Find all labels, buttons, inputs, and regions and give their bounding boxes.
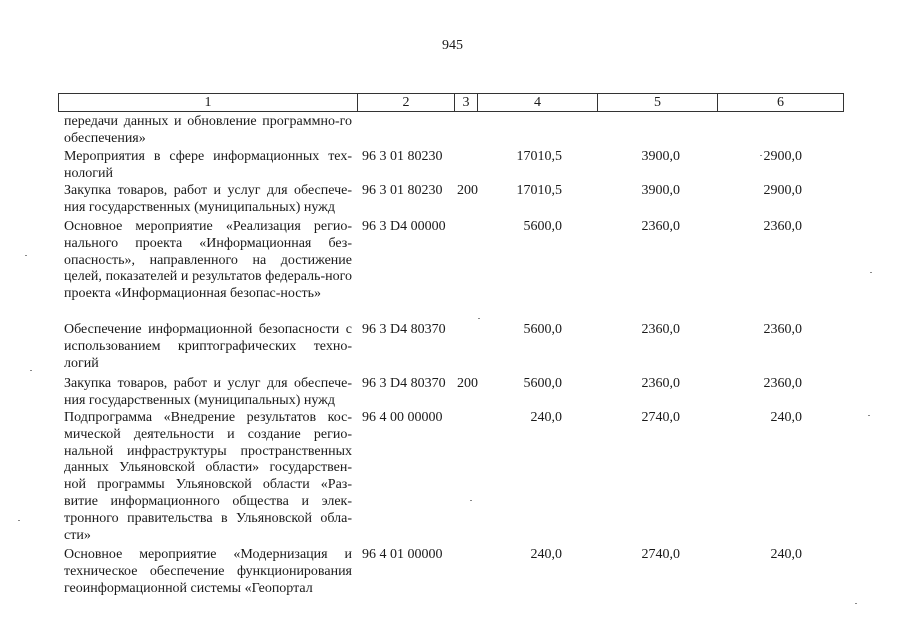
row-value-col4: 5600,0	[523, 219, 562, 234]
scan-speck	[870, 272, 872, 273]
row-value-col6: 240,0	[770, 547, 802, 562]
row-description: передачи данных и обновление программно-го обеспечения»	[64, 114, 352, 146]
row-value-col4: 5600,0	[523, 322, 562, 337]
header-col-2: 2	[358, 93, 455, 112]
row-value-col6: 2360,0	[763, 322, 802, 337]
row-description: Закупка товаров, работ и услуг для обеспече-ния государственных (муниципальных) нужд	[64, 183, 352, 215]
page-number: 945	[442, 38, 463, 53]
row-value-col4: 17010,5	[516, 149, 562, 164]
row-code: 96 3 D4 80370	[362, 376, 446, 391]
row-description: Основное мероприятие «Модернизация и техническое обеспечение функционирования геоинформационной системы «Геопортал	[64, 547, 352, 596]
row-value-col5: 3900,0	[641, 183, 680, 198]
row-code: 96 3 D4 80370	[362, 322, 446, 337]
header-col-6: 6	[718, 93, 844, 112]
row-type: 200	[457, 183, 478, 198]
row-value-col6: 2900,0	[763, 149, 802, 164]
row-description: Основное мероприятие «Реализация регио-нального проекта «Информационная без-опасность», направленного на достижение целей, показателей и результатов федераль-ного проекта «Информационная безопас-ность»	[64, 219, 352, 302]
scan-speck	[470, 500, 472, 501]
header-col-4: 4	[478, 93, 598, 112]
scan-speck	[18, 520, 20, 521]
row-value-col6: 2360,0	[763, 219, 802, 234]
row-code: 96 4 00 00000	[362, 410, 443, 425]
row-code: 96 3 01 80230	[362, 149, 443, 164]
row-value-col6: 240,0	[770, 410, 802, 425]
row-code: 96 3 D4 00000	[362, 219, 446, 234]
scan-speck	[25, 255, 27, 256]
row-value-col5: 2360,0	[641, 376, 680, 391]
row-value-col6: 2360,0	[763, 376, 802, 391]
row-value-col4: 240,0	[530, 410, 562, 425]
row-description: Подпрограмма «Внедрение результатов кос-мической деятельности и создание регио-нальной инфраструктуры пространственных данных Ульяновской области» государствен-ной программы Ульяновской области «Раз-витие информационного общества и элек-тронного правительства в Ульяновской обла-сти»	[64, 410, 352, 543]
row-value-col4: 240,0	[530, 547, 562, 562]
scan-speck	[760, 155, 762, 156]
header-col-3: 3	[455, 93, 478, 112]
scan-speck	[30, 370, 32, 371]
row-value-col5: 3900,0	[641, 149, 680, 164]
scan-speck	[855, 603, 857, 604]
header-col-5: 5	[598, 93, 718, 112]
row-code: 96 4 01 00000	[362, 547, 443, 562]
row-value-col5: 2740,0	[641, 547, 680, 562]
row-description: Обеспечение информационной безопасности с использованием криптографических техно-логий	[64, 322, 352, 371]
row-value-col5: 2740,0	[641, 410, 680, 425]
row-type: 200	[457, 376, 478, 391]
row-description: Мероприятия в сфере информационных тех-нологий	[64, 149, 352, 181]
row-value-col6: 2900,0	[763, 183, 802, 198]
row-value-col5: 2360,0	[641, 322, 680, 337]
scan-speck	[478, 318, 480, 319]
row-value-col4: 17010,5	[516, 183, 562, 198]
row-description: Закупка товаров, работ и услуг для обеспече-ния государственных (муниципальных) нужд	[64, 376, 352, 408]
scan-speck	[868, 415, 870, 416]
row-value-col4: 5600,0	[523, 376, 562, 391]
row-code: 96 3 01 80230	[362, 183, 443, 198]
header-col-1: 1	[58, 93, 358, 112]
row-value-col5: 2360,0	[641, 219, 680, 234]
